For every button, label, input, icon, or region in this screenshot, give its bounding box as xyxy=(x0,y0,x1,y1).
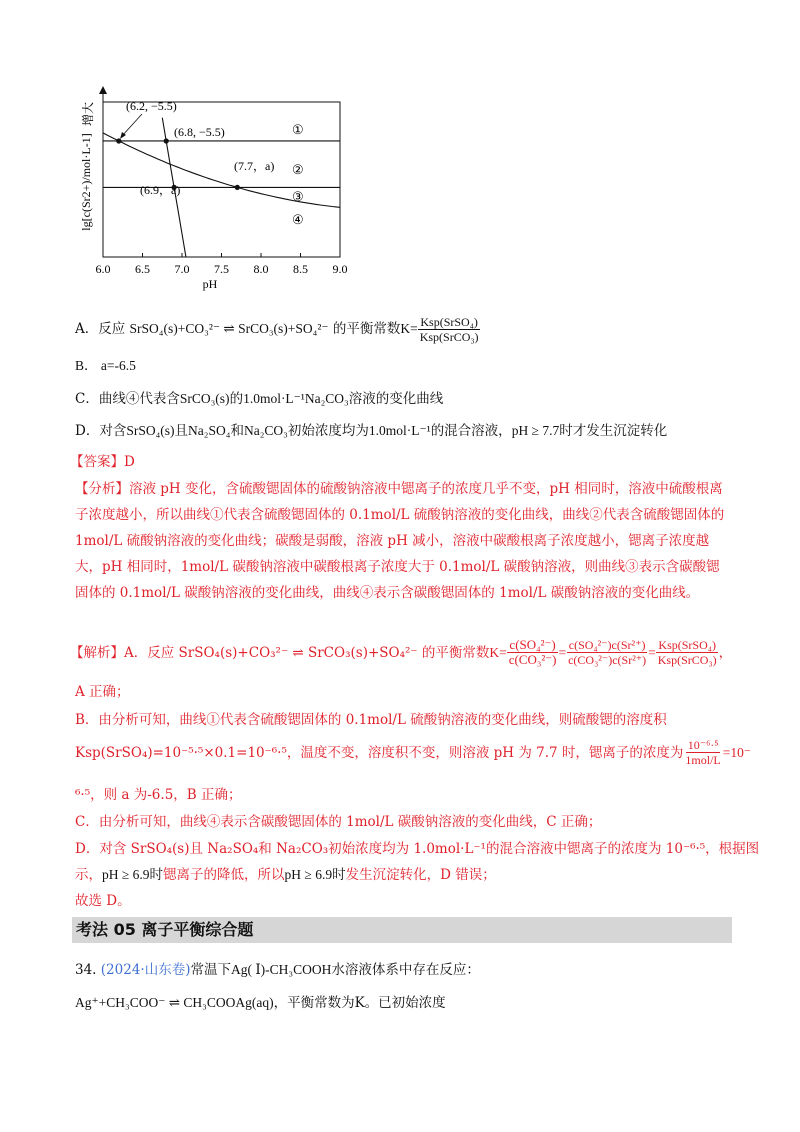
x-tick-label-6: 9.0 xyxy=(332,262,348,276)
option-d-f2: Na₂SO₄ xyxy=(188,423,231,438)
option-d-pre: 对含 xyxy=(99,423,127,439)
y-axis-arrow-label: 增大 xyxy=(81,101,95,127)
section-title: 考法 05 离子平衡综合题 xyxy=(76,920,254,939)
solution-d2-b: pH ≥ 6.9时 xyxy=(102,867,164,882)
option-c xyxy=(75,390,443,408)
answer: 【答案】D xyxy=(70,454,135,470)
solution-frac-3 xyxy=(656,638,719,667)
solution-c-line: C．由分析可知，曲线④表示含碳酸锶固体的 1mol/L 碳酸钠溶液的变化曲线，C 正确； xyxy=(75,814,602,830)
solution-frac-1-den: c(CO₃²⁻) xyxy=(508,652,557,667)
annotation-6-8: (6.8, −5.5) xyxy=(174,125,225,139)
annotation-6-2: (6.2, −5.5) xyxy=(126,99,177,113)
annotation-6-2-arrow xyxy=(122,114,142,136)
y-axis-arrow xyxy=(99,86,107,94)
question-34-reaction: Ag⁺+CH₃COO⁻ ⇌ CH₃COOAg(aq) xyxy=(75,995,274,1010)
solution-tag: 【解析】 xyxy=(70,644,124,661)
option-d-t3: 初始浓度均为 xyxy=(287,423,369,439)
solution-b-line-2 xyxy=(75,738,751,767)
solution-d2-c: 锶离子的降低，所以 xyxy=(163,867,285,883)
option-d-t1: 且 xyxy=(174,423,189,439)
option-d-f1: SrSO₄(s) xyxy=(126,423,175,438)
solution-b2-num: 10⁻⁶·⁵ xyxy=(687,738,719,752)
solution-b2-tail: =10⁻ xyxy=(722,744,752,760)
option-c-post: 溶液的变化曲线 xyxy=(348,391,444,407)
option-c-letter: C． xyxy=(75,391,99,407)
series-label-3: ③ xyxy=(292,189,304,204)
option-d-t5: 时才发生沉淀转化 xyxy=(559,423,668,439)
option-a-letter: A． xyxy=(75,321,99,337)
x-tick-label-5: 8.5 xyxy=(293,262,308,276)
option-a-pre: 反应 xyxy=(98,321,126,337)
solution-frac-1-num: c(SO₄²⁻) xyxy=(509,637,556,652)
data-point-1 xyxy=(164,138,169,143)
option-d xyxy=(75,422,667,440)
data-point-0 xyxy=(116,138,121,143)
annotation-6-9: (6.9，a) xyxy=(140,183,181,197)
x-tick-label-1: 6.5 xyxy=(135,262,150,276)
option-c-mid: 的 xyxy=(229,391,244,407)
solution-conclusion: 故选 D。 xyxy=(75,893,131,909)
option-d-f4: 1.0mol·L⁻¹ xyxy=(368,423,431,438)
x-tick-label-3: 7.5 xyxy=(214,262,229,276)
solution-d2-e: 发生沉淀转化，D 错误； xyxy=(345,867,496,883)
series-label-2: ② xyxy=(292,162,304,177)
solution-d2-a: 示， xyxy=(75,867,102,883)
option-d-t4: 的混合溶液， xyxy=(430,423,512,439)
option-d-t2: 和 xyxy=(230,423,244,439)
question-34-line-2 xyxy=(75,994,446,1012)
solution-frac-3-num: Ksp(SrSO₄) xyxy=(658,638,716,652)
solution-frac-2 xyxy=(566,638,648,667)
solution-frac-3-den: Ksp(SrCO₃) xyxy=(657,653,717,667)
option-d-f3: Na₂CO₃ xyxy=(243,423,288,438)
analysis-text: 溶液 pH 变化，含硫酸锶固体的硫酸钠溶液中锶离子的浓度几乎不变，pH 相同时，溶液中硫酸根离子浓度越小，所以曲线①代表含硫酸锶固体的 0.1mol/L 硫酸钠溶液的变化曲线，曲线②代表含硫酸锶固体的 1mol/L 硫酸钠溶液的变化曲线；碳酸是弱酸，溶液 pH 减小，溶液中碳酸根离子浓度越小，锶离子浓度越大，pH 相同时，1mol/L 碳酸钠溶液中碳酸根离子浓度大于 0.1mol/L 碳酸钠溶液，则曲线③表示含碳酸锶固体的 0.1mol/L 碳酸钠溶液的变化曲线，曲线④表示含碳酸锶固体的 1mol/L 碳酸钠溶液的变化曲线。 xyxy=(75,481,725,601)
option-a-mid: 的平衡常数 xyxy=(332,321,401,337)
sr-concentration-ph-chart xyxy=(70,84,360,294)
option-b: B． a=-6.5 xyxy=(75,358,136,373)
x-tick-label-0: 6.0 xyxy=(95,262,111,276)
option-c-pre: 曲线④代表含 xyxy=(98,391,180,407)
analysis-tag: 【分析】 xyxy=(75,481,129,497)
solution-b2-fraction xyxy=(683,738,722,767)
option-d-letter: D． xyxy=(75,423,100,439)
option-c-formula: SrCO₃(s) xyxy=(179,391,230,406)
option-a-k: K= xyxy=(400,321,418,336)
series-line-3 xyxy=(103,133,340,207)
option-a-num: Ksp(SrSO₄) xyxy=(420,315,478,329)
question-34-l1b: Ag( Ⅰ)-CH₃COOH xyxy=(230,962,332,977)
solution-frac-2-num: c(SO₄²⁻)c(Sr²⁺) xyxy=(568,638,646,652)
solution-a-ok: A 正确； xyxy=(75,684,130,700)
option-a-den: Ksp(SrCO₃) xyxy=(419,330,479,344)
x-tick-label-2: 7.0 xyxy=(174,262,190,276)
solution-k: K= xyxy=(489,644,507,660)
x-axis-label: pH xyxy=(202,277,218,291)
solution-frac-1 xyxy=(507,638,559,667)
series-label-4: ④ xyxy=(292,212,304,227)
solution-d-line-2 xyxy=(75,866,496,884)
solution-frac-2-den: c(CO₃²⁻)c(Sr²⁺) xyxy=(568,653,647,667)
x-tick-label-4: 8.0 xyxy=(253,262,269,276)
x-tick-marks xyxy=(103,253,340,257)
question-source[interactable]: (2024·山东卷) xyxy=(100,962,191,978)
question-34-l1c: 水溶液体系中存在反应： xyxy=(331,962,480,978)
section-header xyxy=(72,917,732,943)
question-34-l1a: 常温下 xyxy=(190,962,231,978)
option-a xyxy=(75,315,481,344)
analysis xyxy=(75,476,725,606)
solution-b-line-3: ⁶·⁵，则 a 为-6.5，B 正确； xyxy=(75,787,242,803)
solution-b2-text: Ksp(SrSO₄)=10⁻⁵·⁵×0.1=10⁻⁶·⁵，温度不变，溶度积不变，则溶液 pH 为 7.7 时，锶离子的浓度为 xyxy=(75,744,684,761)
question-34-l2b: ，平衡常数为K。已初始浓度 xyxy=(273,995,446,1011)
option-c-conc: 1.0mol·L⁻¹Na₂CO₃ xyxy=(243,391,349,406)
question-number: 34. xyxy=(75,962,97,978)
option-a-formula: SrSO₄(s)+CO₃²⁻ ⇌ SrCO₃(s)+SO₄²⁻ xyxy=(129,321,329,336)
solution-d2-d: pH ≥ 6.9时 xyxy=(284,867,346,882)
option-a-fraction xyxy=(418,315,481,344)
y-axis-label: lg[c(Sr2+)/mol·L-1] xyxy=(79,133,93,231)
option-d-f5: pH ≥ 7.7 xyxy=(511,423,560,438)
series-label-1: ① xyxy=(292,122,304,137)
x-tick-labels xyxy=(96,262,348,276)
data-point-2 xyxy=(235,185,240,190)
question-34-line-1 xyxy=(75,961,480,979)
solution-a-line: 【解析】 A．反应 SrSO₄(s)+CO₃²⁻ ⇌ SrCO₃(s)+SO₄²⁻ 的平衡常数 K= $\frac{\text{c(SO₄²⁻)}}{\text{c(CO₃²⁻)}}$ = $\frac{\text{c(SO₄²⁻)c(Sr²⁺)}}{\text{c(CO₃²⁻)c(Sr²⁺)}}$ = $\frac{\text{Ksp(SrSO₄)}}{\text{Ksp(SrCO₃)}}$ ， xyxy=(70,637,733,667)
solution-b-line-1: B．由分析可知，曲线①代表含硫酸锶固体的 0.1mol/L 硫酸钠溶液的变化曲线，则硫酸锶的溶度积 xyxy=(75,712,667,728)
solution-a-text: A．反应 SrSO₄(s)+CO₃²⁻ ⇌ SrCO₃(s)+SO₄²⁻ 的平衡常数 xyxy=(124,644,490,661)
solution-d-line-1: D．对含 SrSO₄(s)且 Na₂SO₄和 Na₂CO₃初始浓度均为 1.0mol·L⁻¹的混合溶液中锶离子的浓度为 10⁻⁶·⁵，根据图 xyxy=(75,841,760,857)
solution-b2-den: 1mol/L xyxy=(685,753,721,767)
annotation-7-7: (7.7，a) xyxy=(234,159,275,173)
